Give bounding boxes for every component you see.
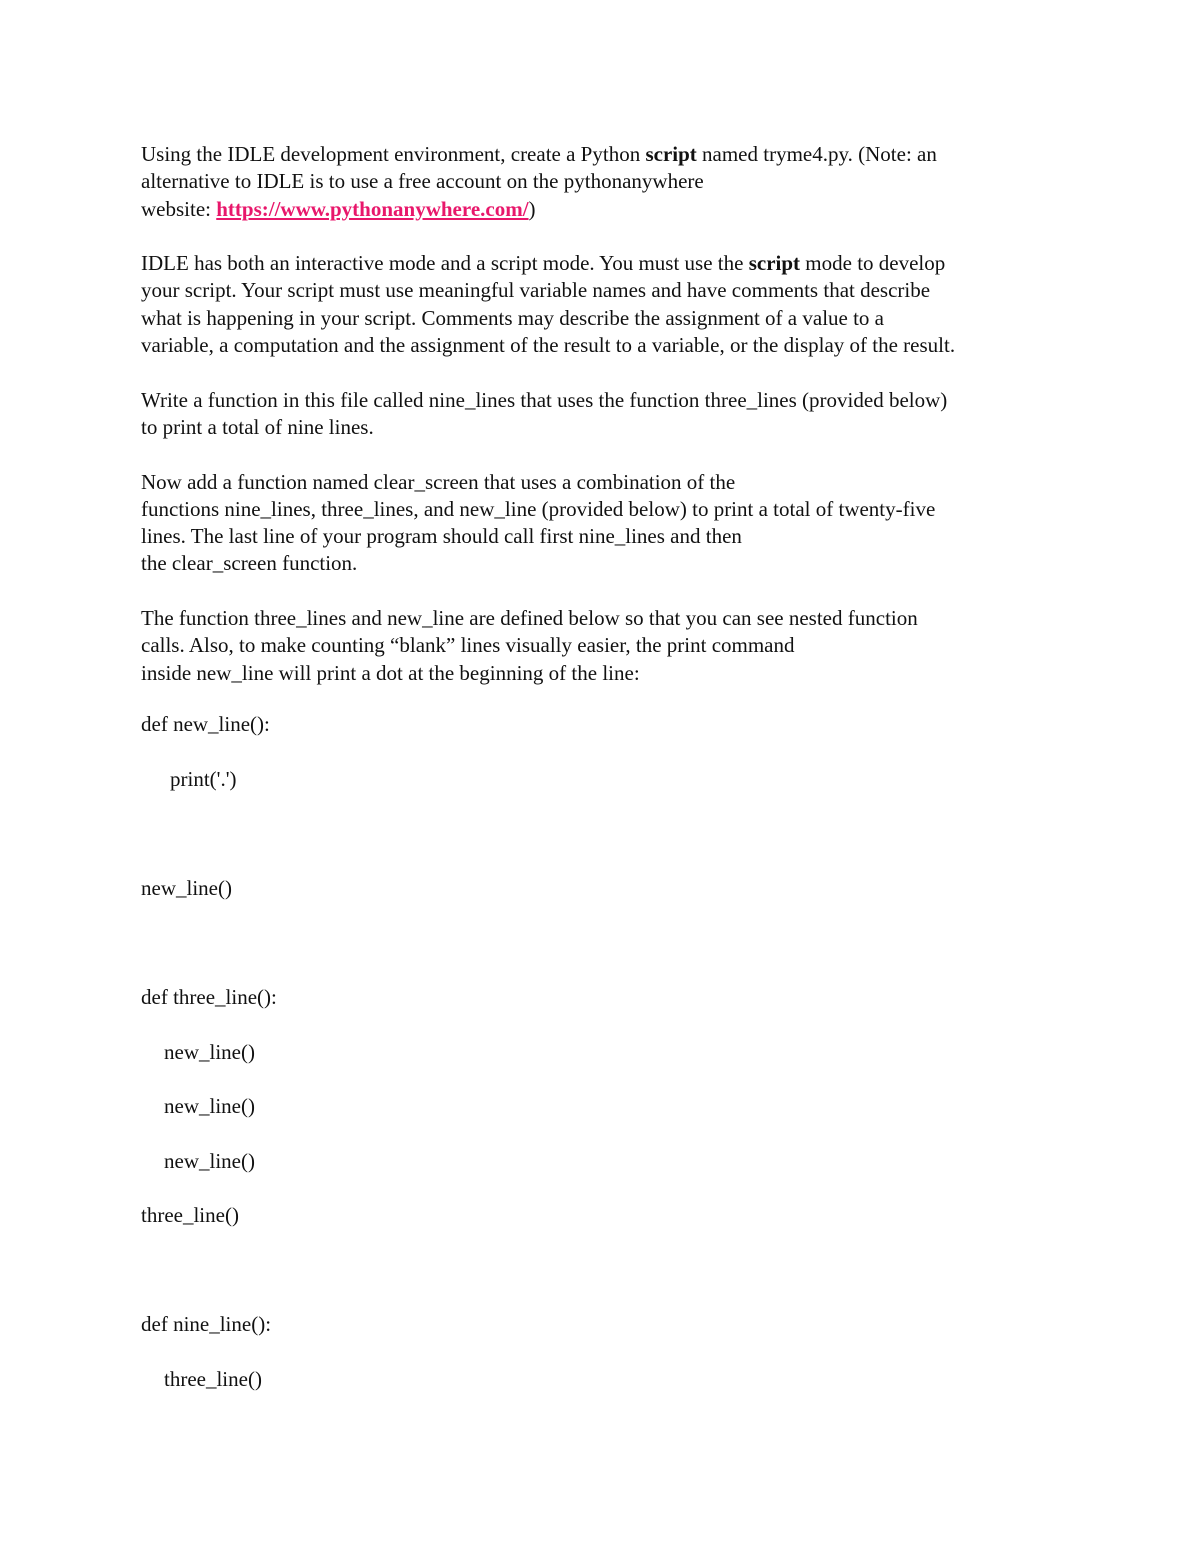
text-run: ) [528, 196, 536, 221]
idle-line-1 [141, 250, 1071, 277]
code-call-three-line: three_line() [141, 1203, 239, 1227]
clear-line-2: functions nine_lines, three_lines, and new_line (provided below) to print a total of twenty-five [141, 496, 936, 521]
clear-screen-paragraph [141, 469, 1071, 578]
code-call-new-line: new_line() [141, 876, 232, 900]
pythonanywhere-link[interactable]: https://www.pythonanywhere.com/ [216, 196, 529, 221]
nine-line-1: Write a function in this file called nine_lines that uses the function three_lines (provided below) [141, 387, 948, 412]
nine-line-2: to print a total of nine lines. [141, 414, 374, 439]
idle-line-2: your script. Your script must use meaningful variable names and have comments that describe [141, 278, 931, 303]
code-new-line-1: new_line() [164, 1040, 255, 1064]
idle-modes-paragraph [141, 250, 1071, 359]
code-def-new-line: def new_line(): [141, 712, 270, 736]
text-run: mode to develop [800, 251, 946, 276]
code-three-line-call: three_line() [164, 1367, 262, 1391]
intro-line-1 [141, 141, 1071, 168]
intro-paragraph [141, 141, 1071, 223]
nine-lines-paragraph [141, 387, 1071, 442]
clear-line-3: lines. The last line of your program should call first nine_lines and then [141, 524, 742, 549]
document-page [141, 141, 1071, 714]
nested-line-3: inside new_line will print a dot at the beginning of the line: [141, 660, 640, 685]
bold-script-word: script [748, 251, 801, 276]
text-run: IDLE has both an interactive mode and a script mode. You must use the [141, 251, 749, 276]
nested-functions-paragraph [141, 605, 1071, 687]
nested-line-2: calls. Also, to make counting “blank” lines visually easier, the print command [141, 633, 795, 658]
text-run: website: [141, 196, 217, 221]
clear-line-1: Now add a function named clear_screen that uses a combination of the [141, 469, 736, 494]
clear-line-4: the clear_screen function. [141, 551, 358, 576]
code-def-three-line: def three_line(): [141, 985, 277, 1009]
intro-line-3 [141, 196, 1071, 223]
code-new-line-3: new_line() [164, 1149, 255, 1173]
idle-line-3: what is happening in your script. Comments may describe the assignment of a value to a [141, 305, 884, 330]
code-print-dot: print('.') [170, 767, 237, 791]
text-run: named tryme4.py. (Note: an [696, 142, 937, 166]
code-def-nine-line: def nine_line(): [141, 1312, 272, 1336]
nested-line-1: The function three_lines and new_line are defined below so that you can see nested function [141, 606, 918, 631]
intro-line-2: alternative to IDLE is to use a free account on the pythonanywhere [141, 169, 704, 194]
bold-script-word: script [645, 142, 697, 166]
idle-line-4: variable, a computation and the assignment of the result to a variable, or the display of the result. [141, 333, 956, 358]
code-new-line-2: new_line() [164, 1094, 255, 1118]
text-run: Using the IDLE development environment, create a Python [141, 142, 646, 166]
